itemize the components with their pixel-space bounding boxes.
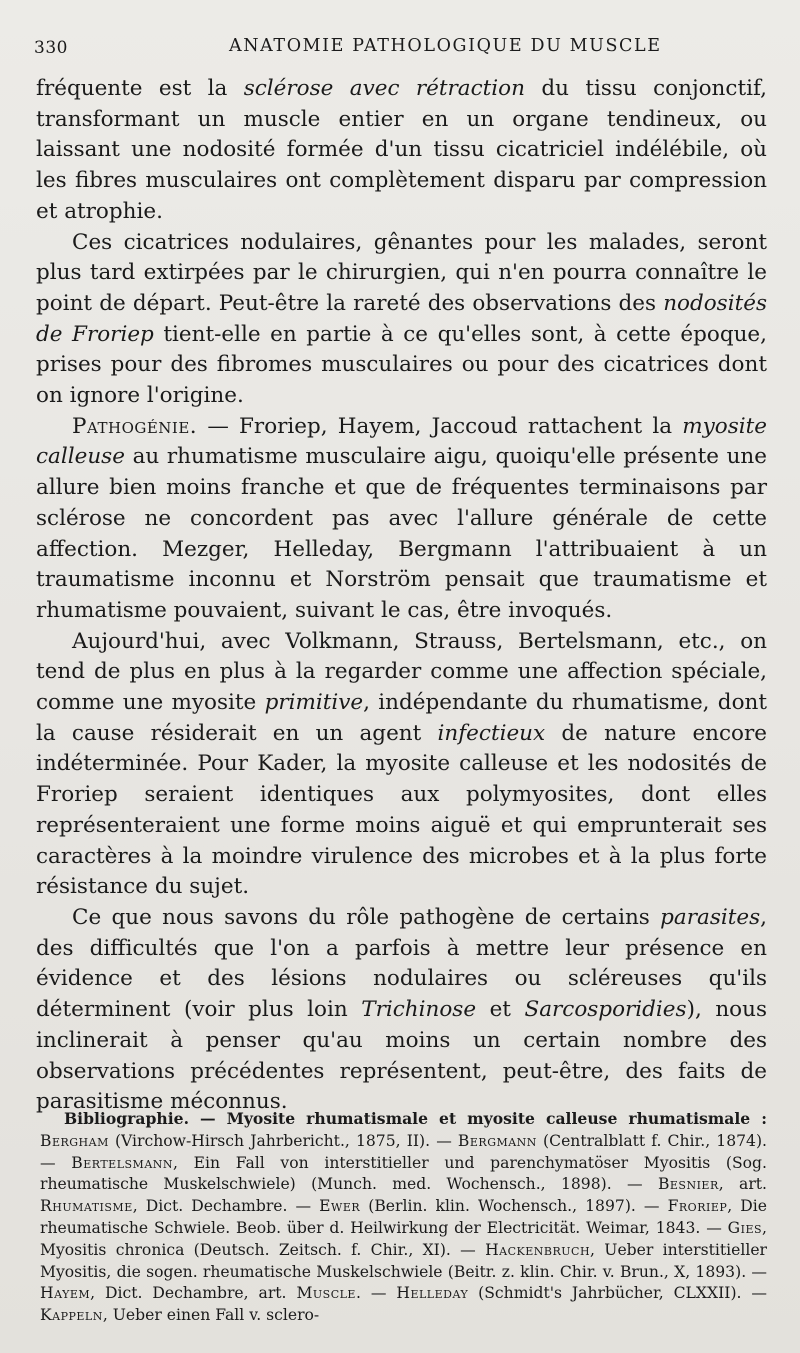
- author: Gies: [727, 1218, 763, 1237]
- italic-term: myosite calleuse: [36, 413, 767, 470]
- text-run: au rhumatisme musculaire aigu, quoiqu'elle présente une allure bien moins franche et que de fréquentes terminaisons par sclérose ne concordent pas avec l'allure générale de cette affection. Mezger, Helleday, Bergmann l'attribuaient à un traumatisme inconnu et Norström pensait que traumatisme et rhumatisme pouvaient, suivant le cas, être invoqués.: [36, 444, 767, 623]
- text-run: de nature encore indéterminée. Pour Kader, la myosite calleuse et les nodosités de Froriep seraient identiques aux polymyosites, dont elles représenteraient une forme moins aiguë et qui emprunterait ses caractères à la moindre virulence des microbes et à la plus forte résistance du sujet.: [36, 720, 768, 900]
- text-run: ), nous inclinerait à penser qu'au moins un certain nombre des observations précédentes représentent, peut-être, des faits de parasitisme méconnus.: [36, 997, 767, 1115]
- bibliography-title: Bibliographie.: [64, 1109, 189, 1128]
- paragraph-4: [36, 627, 767, 903]
- text-run: Aujourd'hui, avec Volkmann, Strauss, Bertelsmann, etc., on tend de plus en plus à la regarder comme une affection spéciale, comme une myosite: [36, 628, 767, 716]
- reference: (Berlin. klin. Wochensch., 1897). —: [360, 1197, 668, 1216]
- text-run: et: [476, 997, 525, 1023]
- text-run: Ce que nous savons du rôle pathogène de certains: [72, 904, 661, 930]
- italic-term: sclérose avec rétraction: [243, 76, 525, 101]
- reference: (Centralblatt f. Chir., 1874). —: [40, 1131, 767, 1172]
- author: Besnier: [657, 1175, 719, 1194]
- section-label: Pathogénie.: [72, 413, 198, 439]
- reference: , Myositis chronica (Deutsch. Zeitsch. f. Chir., XI). —: [40, 1218, 767, 1259]
- author: Hayem: [40, 1284, 91, 1303]
- paragraph-2: [36, 228, 767, 412]
- text-run: fréquente est la: [36, 76, 244, 101]
- italic-term: parasites: [660, 904, 761, 930]
- bibliography: [40, 1108, 767, 1327]
- reference: , art.: [718, 1175, 768, 1194]
- reference: , Die rheumatische Schwiele. Beob. über d. Heilwirkung der Electricität. Weimar, 1843. —: [40, 1197, 767, 1237]
- reference: , Ein Fall von interstitieller und parenchymatöser Myositis (Sog. rheumatische Muskelschwiele) (Munch. med. Wochensch., 1898). —: [40, 1153, 767, 1194]
- running-title: ANATOMIE PATHOLOGIQUE DU MUSCLE: [229, 36, 662, 56]
- author: Bergmann: [457, 1131, 537, 1150]
- reference: (Schmidt's Jahrbücher, CLXXII). —: [468, 1284, 767, 1303]
- text-run: tient-elle en partie à ce qu'elles sont, à cette époque, prises pour des fibromes musculaires ou pour des cicatrices dont on ignore l'origine.: [36, 321, 767, 409]
- bibliography-lead: — Myosite rhumatismale et myosite calleuse rhumatismale :: [189, 1109, 767, 1128]
- author: Bertelsmann: [71, 1153, 174, 1172]
- italic-term: Trichinose: [361, 997, 477, 1023]
- paragraph-5: [36, 903, 767, 1118]
- bibliography-paragraph: [40, 1108, 767, 1327]
- text-run: , des difficultés que l'on a parfois à mettre leur présence en évidence et des lésions nodulaires ou scléreuses qu'ils déterminent (voir plus loin: [36, 904, 767, 1023]
- italic-term: nodosités de Froriep: [36, 290, 767, 347]
- paragraph-1: [36, 74, 767, 228]
- page-header: [34, 34, 770, 62]
- author: Helleday: [396, 1284, 469, 1303]
- text-run: — Froriep, Hayem, Jaccoud rattachent la: [197, 413, 683, 439]
- article-term: Rhumatisme: [40, 1197, 133, 1216]
- page-number: 330: [34, 38, 68, 58]
- author: Hackenbruch: [485, 1240, 591, 1259]
- italic-term: primitive: [264, 690, 364, 716]
- reference: , Dict. Dechambre. —: [132, 1197, 320, 1216]
- reference: , Dict. Dechambre, art.: [90, 1284, 297, 1303]
- author: Froriep: [667, 1197, 728, 1216]
- text-run: , indépendante du rhumatisme, dont la cause résiderait en un agent: [36, 690, 767, 746]
- italic-term: Sarcosporidies: [524, 997, 687, 1023]
- reference: . —: [355, 1284, 397, 1303]
- author: Ewer: [319, 1197, 361, 1216]
- italic-term: infectieux: [437, 720, 546, 746]
- reference: , Ueber interstitieller Myositis, die sogen. rheumatische Muskelschwiele (Beitr. z. klin. Chir. v. Brun., X, 1893). —: [40, 1240, 768, 1281]
- author: Kappeln: [40, 1306, 103, 1325]
- text-run: Ces cicatrices nodulaires, gênantes pour les malades, seront plus tard extirpées par le chirurgien, qui n'en pourra connaître le point de départ. Peut-être la rareté des observations des: [36, 229, 767, 316]
- paragraph-3: [36, 412, 767, 627]
- article-term: Muscle: [296, 1284, 356, 1303]
- author: Bergham: [40, 1131, 109, 1150]
- text-run: du tissu conjonctif, transformant un muscle entier en un organe tendineux, ou laissant une nodosité formée d'un tissu cicatriciel indélébile, où les fibres musculaires ont complètement disparu par compression et atrophie.: [36, 76, 767, 224]
- main-text: [36, 74, 767, 1118]
- reference: , Ueber einen Fall v. sclero-: [102, 1306, 320, 1325]
- reference: (Virchow-Hirsch Jahrbericht., 1875, II). —: [108, 1131, 458, 1150]
